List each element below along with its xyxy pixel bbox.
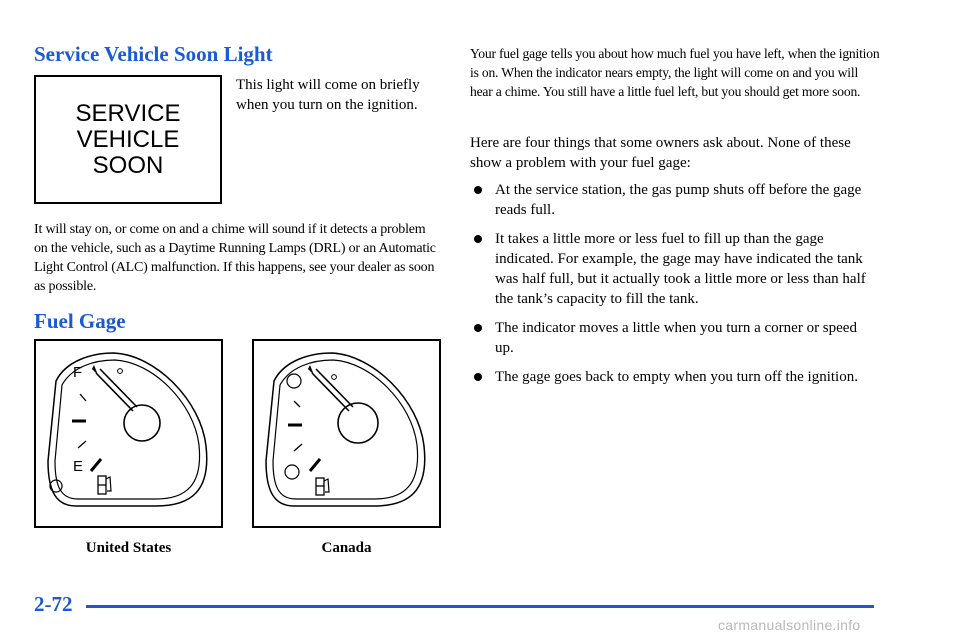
bullet-icon [474,235,482,243]
empty-label: E [73,458,84,475]
fuel-gage-heading: Fuel Gage [34,309,126,333]
fuel-gage-us-image [34,339,223,528]
service-light-line1: SERVICE [75,99,181,127]
list-item [470,318,875,358]
bullet-icon [474,324,482,332]
list-item-text: The indicator moves a little when you turn a corner or speed up. [495,320,857,356]
footer-rule [86,605,874,608]
full-label: F [73,364,83,381]
service-paragraph: It will stay on, or come on and a chime will sound if it detects a problem on the vehicle, such as a Daytime Running Lamps (DRL) or an Automatic Light Control (ALC) malfunction. If this happens, see your dealer as soon as possible. [34,222,436,294]
service-vehicle-soon-light-image [34,75,222,204]
caption-canada: Canada [321,540,372,556]
watermark: carmanualsonline.info [718,617,861,633]
fuel-gage-canada-drawing [254,341,439,526]
caption-united-states: United States [85,540,172,556]
fuel-gage-intro: Your fuel gage tells you about how much fuel you have left, when the ignition is on. When the indicator nears empty, the light will come on and you will hear a chime. You still have a little fuel left, but you should get more soon. [470,46,880,99]
bullet-icon [474,373,482,381]
list-item-text: It takes a little more or less fuel to fill up than the gage indicated. For example, the gage may have indicated the tank was half full, but it actually took a little more or less than half the tank’s capacity to fill the tank. [495,231,866,307]
fuel-gage-canada-image [252,339,441,528]
service-light-line2: VEHICLE [76,125,180,153]
list-item [470,180,875,220]
bullet-icon [474,186,482,194]
service-heading: Service Vehicle Soon Light [34,42,273,66]
list-item [470,229,875,309]
owners-ask-lead: Here are four things that some owners ask about. None of these show a problem with your fuel gage: [470,135,851,171]
service-light-text [76,101,181,179]
service-light-line3: SOON [92,151,164,179]
list-item [470,367,875,387]
list-item-text: At the service station, the gas pump shuts off before the gage reads full. [495,182,862,218]
fuel-gage-us-drawing [36,341,221,526]
service-light-description: This light will come on briefly when you turn on the ignition. [236,77,420,113]
page-number: 2-72 [34,592,73,616]
list-item-text: The gage goes back to empty when you turn off the ignition. [495,369,858,385]
owner-questions-list [470,180,875,396]
